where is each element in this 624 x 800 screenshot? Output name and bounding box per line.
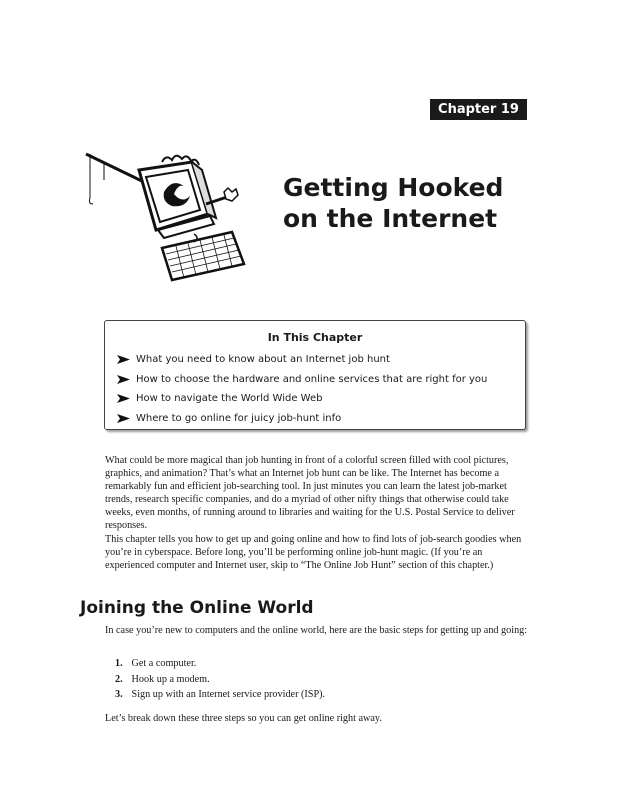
list-item-text: What you need to know about an Internet job hunt bbox=[136, 354, 390, 365]
in-this-chapter-list bbox=[117, 350, 487, 428]
list-item-text: How to navigate the World Wide Web bbox=[136, 393, 323, 404]
chapter-overview-paragraph: This chapter tells you how to get up and going online and how to find lots of job-search goodies when you’re in cyberspace. Before long, you’ll be performing online job-hunt magic. (If you’re an experienced computer and Internet user, skip to “The Online Job Hunt” section of this chapter.) bbox=[105, 534, 522, 571]
title-line-1: Getting Hooked bbox=[283, 173, 504, 202]
chapter-label: Chapter 19 bbox=[430, 99, 527, 120]
step-item bbox=[115, 672, 325, 688]
step-number: 3. bbox=[115, 689, 123, 700]
list-item bbox=[117, 350, 487, 370]
list-item-text: Where to go online for juicy job-hunt info bbox=[136, 412, 342, 424]
title-line-2: on the Internet bbox=[283, 204, 498, 233]
arrow-bullet-icon bbox=[117, 394, 130, 403]
section-intro-paragraph: In case you’re new to computers and the online world, here are the basic steps for getting up and going: bbox=[105, 625, 528, 636]
step-text: Sign up with an Internet service provider (ISP). bbox=[131, 689, 326, 700]
step-item bbox=[115, 687, 325, 703]
section-heading: Joining the Online World bbox=[80, 598, 314, 618]
list-item-text: How to choose the hardware and online services that are right for you bbox=[136, 373, 488, 385]
intro-paragraph: What could be more magical than job hunting in front of a colorful screen filled with cool pictures, graphics, and animation? That’s what an Internet job hunt can be like. The Internet has become a remarkably fun and efficient job-searching tool. In just minutes you can learn the latest job-market trends, research specific companies, and do a myriad of other nifty things that otherwise could take weeks, even months, of running around to libraries and waiting for the U.S. Postal Service to deliver responses. bbox=[105, 455, 515, 531]
steps-list bbox=[115, 656, 325, 703]
chapter-title bbox=[283, 172, 583, 234]
arrow-bullet-icon bbox=[117, 414, 130, 423]
step-text: Hook up a modem. bbox=[131, 673, 210, 685]
arrow-bullet-icon bbox=[117, 355, 130, 364]
step-number: 2. bbox=[115, 673, 123, 685]
step-text: Get a computer. bbox=[131, 658, 197, 669]
list-item bbox=[117, 389, 487, 409]
step-number: 1. bbox=[115, 658, 123, 669]
in-this-chapter-heading: In This Chapter bbox=[267, 331, 363, 344]
section-outro-paragraph: Let’s break down these three steps so you can get online right away. bbox=[105, 713, 382, 724]
in-this-chapter-box bbox=[104, 320, 526, 430]
step-item bbox=[115, 656, 325, 672]
arrow-bullet-icon bbox=[117, 375, 130, 384]
list-item bbox=[117, 409, 487, 429]
computer-fishing-illustration bbox=[84, 140, 260, 285]
list-item bbox=[117, 370, 487, 390]
